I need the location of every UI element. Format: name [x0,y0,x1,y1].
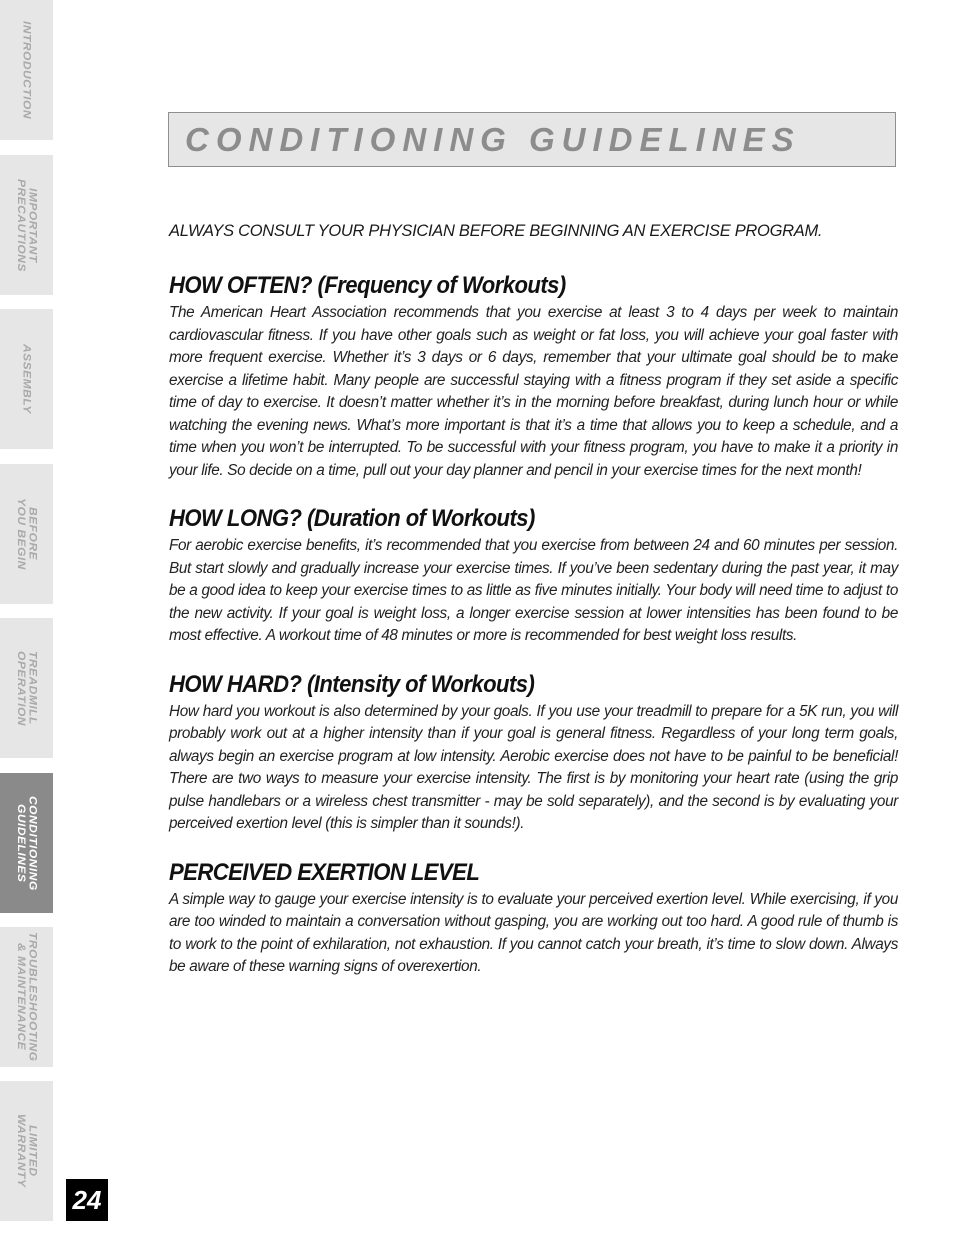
section-body: A simple way to gauge your exercise intensity is to evaluate your perceived exertion level. While exercising, if you are too winded to maintain a conversation without gasping, you are working out too hard. A good rule of thumb is to work to the point of exhilaration, not exhaustion. If you cannot catch your breath, it’s time to slow down. Always be aware of these warning signs of overexertion. [169,890,898,975]
tab-troubleshooting-maintenance-label: TROUBLESHOOTING & MAINTENANCE [14,932,40,1062]
tab-limited-warranty[interactable] [0,1081,53,1221]
tab-treadmill-operation-label: TREADMILL OPERATION [14,650,40,726]
section-how-long [169,504,898,648]
section-body: For aerobic exercise benefits, it’s recommended that you exercise from between 24 and 60 minutes per session. But start slowly and gradually increase your exercise times. If you’ve been sedentary during the past year, it may be a good idea to keep your exercise times to as little as five minutes initially. Your body will need time to adjust to the new activity. If your goal is weight loss, a longer exercise session at lower intensities has been found to be most effective. A workout time of 48 minutes or more is recommended for best weight loss results. [169,537,898,644]
tab-limited-warranty-label: LIMITED WARRANTY [14,1114,40,1188]
physician-notice: ALWAYS CONSULT YOUR PHYSICIAN BEFORE BEGINNING AN EXERCISE PROGRAM. [169,222,823,240]
tab-conditioning-guidelines[interactable] [0,773,53,913]
section-heading: HOW HARD? (Intensity of Workouts) [169,670,535,698]
section-heading: PERCEIVED EXERTION LEVEL [169,858,480,886]
tab-troubleshooting-maintenance[interactable] [0,927,53,1067]
section-body: How hard you workout is also determined by your goals. If you use your treadmill to prepare for a 5K run, you will probably work out at a higher intensity than if your goal is general fitness. Regardless of your long term goals, always begin an exercise program at low intensity. Aerobic exercise does not have to be painful to be beneficial! There are two ways to measure your exercise intensity. The first is by monitoring your heart rate (using the grip pulse handlebars or a wireless chest transmitter - may be sold separately), and the second is by evaluating your perceived exertion level (this is simpler than it sounds!). [169,702,898,832]
main-content [169,220,898,1001]
tab-introduction[interactable] [0,0,53,140]
section-heading: HOW OFTEN? (Frequency of Workouts) [169,272,566,299]
tab-conditioning-guidelines-label: CONDITIONING GUIDELINES [14,795,40,891]
tab-introduction-label: INTRODUCTION [20,21,34,119]
page-number: 24 [66,1179,108,1221]
tab-before-you-begin-label: BEFORE YOU BEGIN [14,498,40,570]
section-how-often [169,271,898,482]
section-perceived-exertion [169,858,898,979]
tab-before-you-begin[interactable] [0,464,53,604]
tab-assembly[interactable] [0,309,53,449]
section-heading: HOW LONG? (Duration of Workouts) [169,505,535,532]
page-title-bar [168,112,896,167]
section-body: The American Heart Association recommends that you exercise at least 3 to 4 days per week to maintain cardiovascular fitness. If you have other goals such as weight or fat loss, you will achieve your goal faster with more frequent exercise. Whether it’s 3 days or 6 days, remember that your ultimate goal should be to make exercise a lifetime habit. Many people are successful staying with a fitness program if they set aside a specific time of day to exercise. It doesn’t matter whether it’s in the morning before breakfast, during lunch hour or while watching the evening news. What’s more important is that it’s a time that allows you to keep a schedule, and a time when you won’t be interrupted. To be successful with your fitness program, you have to make it a priority in your life. So decide on a time, pull out your day planner and pencil in your exercise times for the next month! [169,304,898,479]
page-title: CONDITIONING GUIDELINES [185,121,801,158]
tab-important-precautions-label: IMPORTANT PRECAUTIONS [14,178,40,272]
tab-assembly-label: ASSEMBLY [20,344,34,414]
section-how-hard [169,670,898,836]
tab-treadmill-operation[interactable] [0,618,53,758]
side-tab-navigation [0,0,53,1235]
tab-important-precautions[interactable] [0,155,53,295]
